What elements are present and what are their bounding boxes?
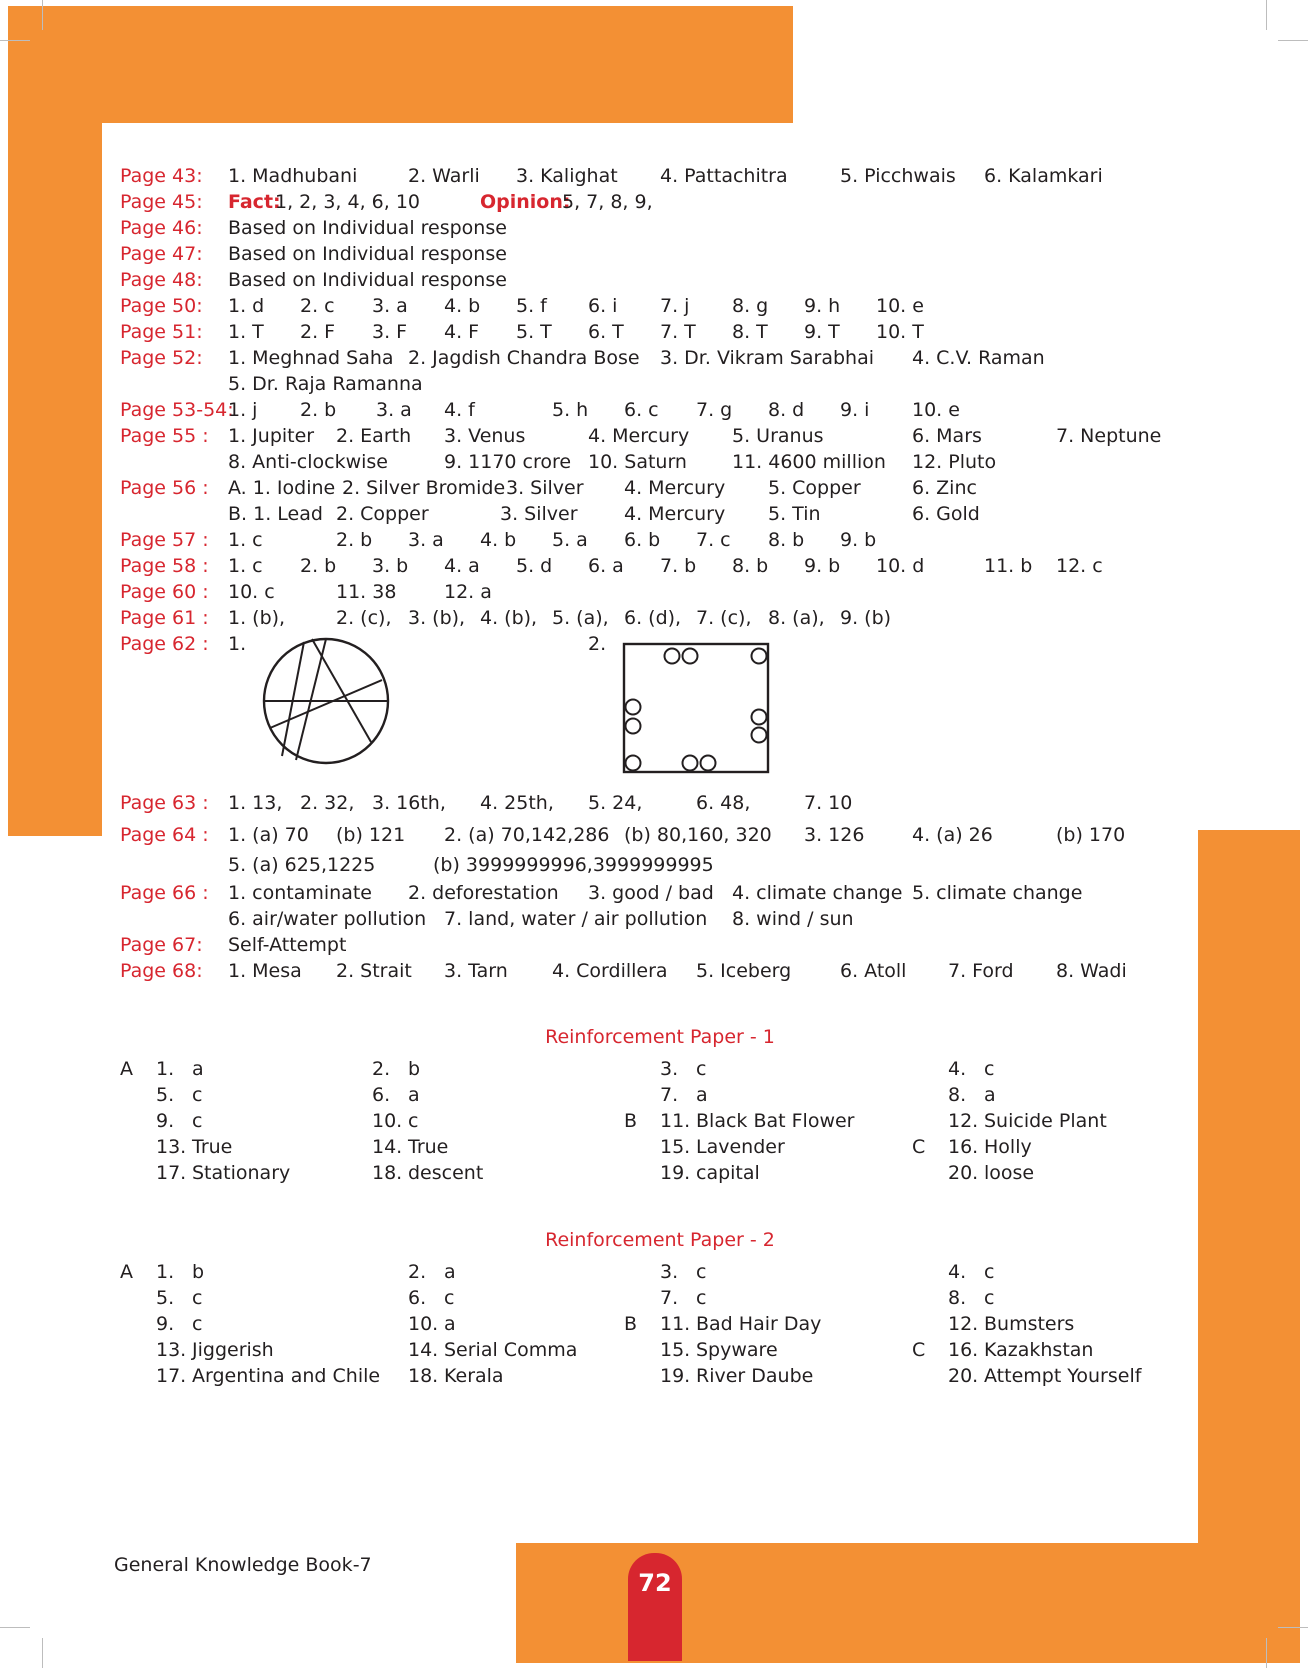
answer-cell: 7. j (660, 295, 690, 317)
answer-text: c (192, 1313, 203, 1335)
answer-cell: 4. climate change (732, 882, 903, 904)
answer-cell: 9. b (840, 529, 877, 551)
answer-cell: 2. b (336, 529, 373, 551)
answer-cell: 6. (d), (624, 607, 682, 629)
answer-cell: 6. b (624, 529, 661, 551)
crop-mark (1278, 40, 1308, 41)
answer-cell: 5. Dr. Raja Ramanna (228, 373, 423, 395)
question-number: 20. (948, 1162, 979, 1184)
crop-mark (1278, 1627, 1308, 1628)
question-number: 9. (156, 1110, 175, 1132)
answer-cell: 4. b (444, 295, 481, 317)
answer-cell: 4. C.V. Raman (912, 347, 1045, 369)
answer-text: a (444, 1313, 456, 1335)
question-number: 17. (156, 1365, 187, 1387)
circle-chords-figure (258, 634, 394, 768)
paper-2-title: Reinforcement Paper - 2 (545, 1229, 775, 1251)
answer-cell: 11. 38 (336, 581, 397, 603)
answer-cell: 3. (b), (408, 607, 466, 629)
opinion-label: Opinion: (480, 191, 571, 213)
answer-cell: 6. a (588, 555, 624, 577)
question-number: 9. (156, 1313, 175, 1335)
counter-circle (665, 649, 680, 664)
page-label: Page 67: (120, 934, 203, 956)
answer-cell: 4. (b), (480, 607, 538, 629)
answer-cell: 8. b (732, 555, 769, 577)
answer-cell: 4. Mercury (624, 477, 726, 499)
answer-cell: 4. Mercury (624, 503, 726, 525)
answer-text: a (984, 1084, 996, 1106)
answer-text: c (696, 1058, 707, 1080)
answer-cell: 3. good / bad (588, 882, 714, 904)
answer-cell: 12. c (1056, 555, 1103, 577)
answer-text: Lavender (696, 1136, 785, 1158)
answer-cell: 12. a (444, 581, 492, 603)
answer-cell: 8. d (768, 399, 805, 421)
answer-cell: 3. 126 (804, 824, 865, 846)
answer-text: Serial Comma (444, 1339, 578, 1361)
answer-cell: 1. (a) 70 (228, 824, 309, 846)
answer-cell: 2. (a) 70,142,286 (444, 824, 610, 846)
question-number: 7. (660, 1287, 679, 1309)
answer-cell: 7. g (696, 399, 733, 421)
answer-text: capital (696, 1162, 760, 1184)
answer-cell: 3. 16th, (372, 792, 446, 814)
answer-cell: 1. d (228, 295, 265, 317)
answer-cell: 7. 10 (804, 792, 853, 814)
answer-cell: 3. Dr. Vikram Sarabhai (660, 347, 874, 369)
answer-cell: 2. 32, (300, 792, 355, 814)
answer-cell: 5. d (516, 555, 553, 577)
answer-cell: 3. Venus (444, 425, 526, 447)
answer-cell: 1. contaminate (228, 882, 372, 904)
answer-cell: 2. Copper (336, 503, 429, 525)
crop-mark (1266, 0, 1267, 30)
answer-text: loose (984, 1162, 1035, 1184)
answer-text: Holly (984, 1136, 1032, 1158)
counter-circle (626, 756, 641, 771)
answer-cell: 5. h (552, 399, 589, 421)
answer-cell: 3. Silver (500, 503, 578, 525)
answer-cell: Based on Individual response (228, 269, 507, 291)
page-label: Page 46: (120, 217, 203, 239)
crop-mark (0, 1627, 30, 1628)
answer-cell: Based on Individual response (228, 243, 507, 265)
answer-cell: 9. T (804, 321, 840, 343)
question-number: 15. (660, 1136, 691, 1158)
section-letter: C (912, 1339, 926, 1361)
answer-cell: 2. (588, 633, 607, 655)
question-number: 10. (372, 1110, 403, 1132)
answer-cell: 6. Gold (912, 503, 980, 525)
page-label: Page 47: (120, 243, 203, 265)
question-number: 12. (948, 1110, 979, 1132)
opinion-value: 5, 7, 8, 9, (562, 191, 653, 213)
answer-cell: 3. a (408, 529, 444, 551)
answer-text: c (984, 1287, 995, 1309)
question-number: 11. (660, 1110, 691, 1132)
answer-text: c (696, 1261, 707, 1283)
answer-text: a (444, 1261, 456, 1283)
answer-cell: (b) 170 (1056, 824, 1126, 846)
question-number: 7. (660, 1084, 679, 1106)
answer-cell: 6. i (588, 295, 618, 317)
answer-cell: (b) 121 (336, 824, 406, 846)
crop-mark (42, 1638, 43, 1668)
page-label: Page 48: (120, 269, 203, 291)
counter-circle (626, 700, 641, 715)
answer-text: Bad Hair Day (696, 1313, 822, 1335)
page-number: 72 (628, 1553, 682, 1661)
answer-cell: 2. Jagdish Chandra Bose (408, 347, 640, 369)
answer-cell: 7. b (660, 555, 697, 577)
top-orange-band (8, 6, 793, 123)
counter-circle (752, 649, 767, 664)
answer-text: Spyware (696, 1339, 778, 1361)
question-number: 19. (660, 1162, 691, 1184)
page-label: Page 62 : (120, 633, 209, 655)
crop-mark (42, 0, 43, 30)
answer-cell: 6. T (588, 321, 624, 343)
answer-cell: 1. (228, 633, 247, 655)
answer-cell: 5. 24, (588, 792, 643, 814)
answer-text: b (408, 1058, 421, 1080)
question-number: 13. (156, 1339, 187, 1361)
counter-circle (626, 719, 641, 734)
question-number: 4. (948, 1058, 967, 1080)
page-label: Page 45: (120, 191, 203, 213)
section-letter: A (120, 1261, 133, 1283)
answer-cell: A. 1. Iodine (228, 477, 336, 499)
answer-cell: 6. Atoll (840, 960, 907, 982)
question-number: 14. (408, 1339, 439, 1361)
answer-text: Attempt Yourself (984, 1365, 1142, 1387)
question-number: 19. (660, 1365, 691, 1387)
answer-cell: 2. F (300, 321, 336, 343)
answer-text: b (192, 1261, 205, 1283)
answer-cell: 6. Zinc (912, 477, 977, 499)
answer-cell: (b) 3999999996,3999999995 (433, 854, 714, 876)
section-letter: C (912, 1136, 926, 1158)
answer-cell: 4. 25th, (480, 792, 554, 814)
page-label: Page 68: (120, 960, 203, 982)
answer-cell: 2. (c), (336, 607, 392, 629)
answer-cell: 5. Iceberg (696, 960, 792, 982)
section-letter: B (624, 1313, 638, 1335)
answer-cell: 7. c (696, 529, 731, 551)
answer-cell: 4. F (444, 321, 480, 343)
page-label: Page 60 : (120, 581, 209, 603)
answer-cell: 5. T (516, 321, 552, 343)
answer-cell: 10. d (876, 555, 925, 577)
answer-text: c (984, 1261, 995, 1283)
answer-text: a (192, 1058, 204, 1080)
answer-cell: 3. Kalighat (516, 165, 618, 187)
answer-cell: 10. T (876, 321, 924, 343)
answer-cell: 4. Pattachitra (660, 165, 788, 187)
page-label: Page 66 : (120, 882, 209, 904)
question-number: 17. (156, 1162, 187, 1184)
answer-text: c (444, 1287, 455, 1309)
answer-cell: 2. Earth (336, 425, 412, 447)
answer-text: a (696, 1084, 708, 1106)
page-label: Page 52: (120, 347, 203, 369)
question-number: 5. (156, 1084, 175, 1106)
page-label: Page 55 : (120, 425, 209, 447)
answer-cell: 8. Anti-clockwise (228, 451, 388, 473)
answer-text: Kazakhstan (984, 1339, 1094, 1361)
answer-cell: 9. (b) (840, 607, 892, 629)
answer-text: c (696, 1287, 707, 1309)
answer-cell: 1. Mesa (228, 960, 302, 982)
answer-cell: 2. b (300, 399, 337, 421)
square-circles-figure (620, 640, 776, 776)
answer-cell: 5. Copper (768, 477, 861, 499)
question-number: 18. (408, 1365, 439, 1387)
crop-mark (0, 40, 30, 41)
answer-text: Stationary (192, 1162, 291, 1184)
answer-cell: 9. 1170 crore (444, 451, 572, 473)
answer-cell: Self-Attempt (228, 934, 347, 956)
question-number: 2. (372, 1058, 391, 1080)
chord-line (270, 680, 382, 728)
answer-cell: 5. a (552, 529, 588, 551)
answer-cell: 2. Silver Bromide (342, 477, 506, 499)
question-number: 10. (408, 1313, 439, 1335)
answer-cell: 1. (b), (228, 607, 286, 629)
answer-cell: 2. deforestation (408, 882, 559, 904)
answer-cell: 2. c (300, 295, 335, 317)
answer-cell: 4. (a) 26 (912, 824, 993, 846)
answer-cell: 2. Warli (408, 165, 480, 187)
question-number: 12. (948, 1313, 979, 1335)
question-number: 2. (408, 1261, 427, 1283)
page-label: Page 58 : (120, 555, 209, 577)
answer-cell: 11. b (984, 555, 1033, 577)
answer-cell: 9. h (804, 295, 841, 317)
answer-cell: 8. g (732, 295, 769, 317)
answer-text: c (192, 1110, 203, 1132)
answer-cell: 3. a (376, 399, 412, 421)
page-label: Page 63 : (120, 792, 209, 814)
answer-cell: 4. b (480, 529, 517, 551)
answer-text: Suicide Plant (984, 1110, 1107, 1132)
answer-cell: 7. Neptune (1056, 425, 1162, 447)
counter-circle (752, 710, 767, 725)
answer-cell: 9. i (840, 399, 870, 421)
answer-text: c (192, 1287, 203, 1309)
answer-text: Black Bat Flower (696, 1110, 855, 1132)
fact-value: 1, 2, 3, 4, 6, 10 (275, 191, 421, 213)
counter-circle (701, 756, 716, 771)
question-number: 5. (156, 1287, 175, 1309)
answer-text: Jiggerish (192, 1339, 274, 1361)
answer-text: River Daube (696, 1365, 814, 1387)
question-number: 20. (948, 1365, 979, 1387)
answer-text: True (408, 1136, 449, 1158)
counter-circle (752, 728, 767, 743)
answer-cell: 3. b (372, 555, 409, 577)
page-label: Page 57 : (120, 529, 209, 551)
question-number: 6. (372, 1084, 391, 1106)
answer-cell: 1. Jupiter (228, 425, 315, 447)
answer-cell: 5. Picchwais (840, 165, 956, 187)
answer-cell: 3. Silver (506, 477, 584, 499)
answer-cell: 8. T (732, 321, 768, 343)
answer-cell: 5. f (516, 295, 547, 317)
answer-cell: 8. Wadi (1056, 960, 1127, 982)
answer-cell: 1. c (228, 555, 263, 577)
question-number: 15. (660, 1339, 691, 1361)
question-number: 1. (156, 1058, 175, 1080)
question-number: 13. (156, 1136, 187, 1158)
question-number: 16. (948, 1136, 979, 1158)
answer-cell: Based on Individual response (228, 217, 507, 239)
answer-cell: 3. Tarn (444, 960, 508, 982)
answer-text: c (408, 1110, 419, 1132)
left-orange-band (8, 6, 102, 836)
answer-cell: 7. T (660, 321, 696, 343)
answer-cell: 12. Pluto (912, 451, 997, 473)
answer-cell: 2. b (300, 555, 337, 577)
question-number: 8. (948, 1084, 967, 1106)
answer-cell: 1. T (228, 321, 264, 343)
answer-cell: 1. Meghnad Saha (228, 347, 394, 369)
question-number: 16. (948, 1339, 979, 1361)
page-label: Page 50: (120, 295, 203, 317)
question-number: 18. (372, 1162, 403, 1184)
answer-cell: 10. Saturn (588, 451, 687, 473)
answer-cell: 1. j (228, 399, 258, 421)
answer-text: True (192, 1136, 233, 1158)
answer-cell: 9. b (804, 555, 841, 577)
answer-cell: 7. Ford (948, 960, 1014, 982)
section-letter: B (624, 1110, 638, 1132)
answer-cell: 8. (a), (768, 607, 825, 629)
answer-cell: 8. b (768, 529, 805, 551)
answer-cell: 6. Kalamkari (984, 165, 1103, 187)
answer-text: c (192, 1084, 203, 1106)
answer-cell: 8. wind / sun (732, 908, 854, 930)
question-number: 4. (948, 1261, 967, 1283)
answer-cell: 6. 48, (696, 792, 751, 814)
answer-cell: 10. e (876, 295, 924, 317)
answer-cell: 4. Mercury (588, 425, 690, 447)
answer-cell: B. 1. Lead (228, 503, 323, 525)
answer-cell: 6. air/water pollution (228, 908, 427, 930)
answer-text: descent (408, 1162, 484, 1184)
answer-cell: 4. a (444, 555, 480, 577)
answer-cell: 5. (a), (552, 607, 609, 629)
answer-cell: 7. land, water / air pollution (444, 908, 708, 930)
page-label: Page 61 : (120, 607, 209, 629)
book-title: General Knowledge Book-7 (114, 1554, 372, 1576)
answer-cell: 10. c (228, 581, 275, 603)
page-label: Page 56 : (120, 477, 209, 499)
answer-text: Kerala (444, 1365, 504, 1387)
question-number: 3. (660, 1058, 679, 1080)
answer-cell: 5. (a) 625,1225 (228, 854, 376, 876)
page-label: Page 43: (120, 165, 203, 187)
counter-circle (683, 756, 698, 771)
square-outline (624, 644, 768, 772)
question-number: 6. (408, 1287, 427, 1309)
answer-cell: 3. a (372, 295, 408, 317)
answer-cell: 4. Cordillera (552, 960, 668, 982)
chord-line (312, 639, 371, 742)
answer-cell: 5. climate change (912, 882, 1083, 904)
answer-cell: 1. c (228, 529, 263, 551)
page-label: Page 64 : (120, 824, 209, 846)
answer-cell: 6. c (624, 399, 659, 421)
answer-text: a (408, 1084, 420, 1106)
answer-cell: 6. Mars (912, 425, 982, 447)
answer-cell: 4. f (444, 399, 475, 421)
question-number: 14. (372, 1136, 403, 1158)
answer-cell: 1. Madhubani (228, 165, 358, 187)
question-number: 11. (660, 1313, 691, 1335)
question-number: 1. (156, 1261, 175, 1283)
answer-cell: 10. e (912, 399, 960, 421)
crop-mark (1266, 1638, 1267, 1668)
question-number: 3. (660, 1261, 679, 1283)
paper-1-title: Reinforcement Paper - 1 (545, 1026, 775, 1048)
answer-cell: 5. Tin (768, 503, 821, 525)
answer-cell: 3. F (372, 321, 408, 343)
fact-label: Fact: (228, 191, 281, 213)
page-label: Page 53-54: (120, 399, 234, 421)
page-label: Page 51: (120, 321, 203, 343)
answer-cell: (b) 80,160, 320 (624, 824, 772, 846)
question-number: 8. (948, 1287, 967, 1309)
answer-text: c (984, 1058, 995, 1080)
answer-cell: 1. 13, (228, 792, 283, 814)
answer-cell: 5. Uranus (732, 425, 824, 447)
counter-circle (683, 649, 698, 664)
answer-cell: 2. Strait (336, 960, 412, 982)
answer-cell: 7. (c), (696, 607, 752, 629)
answer-text: Bumsters (984, 1313, 1075, 1335)
section-letter: A (120, 1058, 133, 1080)
answer-cell: 11. 4600 million (732, 451, 886, 473)
answer-text: Argentina and Chile (192, 1365, 381, 1387)
